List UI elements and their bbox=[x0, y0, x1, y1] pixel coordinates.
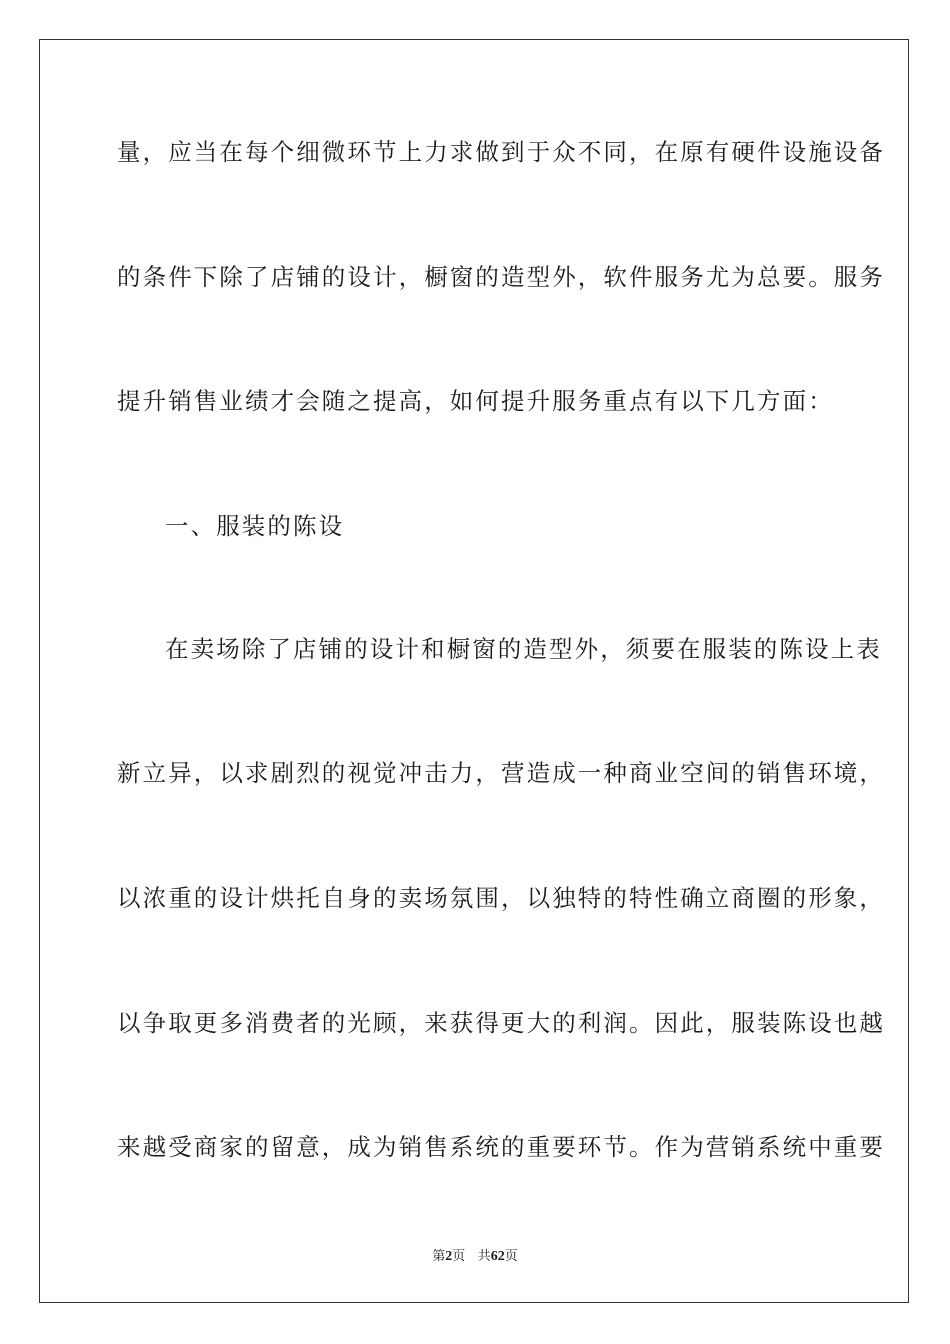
body-text-line: 在卖场除了店铺的设计和橱窗的造型外，须要在服装的陈设上表 bbox=[165, 635, 882, 663]
body-text-line: 的条件下除了店铺的设计，橱窗的造型外，软件服务尤为总要。服务 bbox=[117, 263, 885, 291]
body-text-line: 量，应当在每个细微环节上力求做到于众不同，在原有硬件设施设备 bbox=[117, 138, 885, 166]
total-label-prefix: 共 bbox=[477, 1249, 491, 1264]
body-text-line: 以争取更多消费者的光顾，来获得更大的利润。因此，服装陈设也越 bbox=[117, 1009, 885, 1037]
page-border bbox=[39, 39, 909, 1303]
page-label-prefix: 第 bbox=[432, 1249, 446, 1264]
page-number: 2 bbox=[445, 1249, 453, 1264]
total-pages: 62 bbox=[490, 1249, 505, 1264]
total-label-suffix: 页 bbox=[504, 1249, 518, 1264]
body-text-line: 来越受商家的留意，成为销售系统的重要环节。作为营销系统中重要 bbox=[117, 1133, 885, 1161]
body-text-line: 以浓重的设计烘托自身的卖场氛围，以独特的特性确立商圈的形象， bbox=[117, 884, 885, 912]
body-text-line: 新立异，以求剧烈的视觉冲击力，营造成一种商业空间的销售环境， bbox=[117, 759, 885, 787]
page-footer bbox=[0, 1248, 950, 1266]
page-label-suffix: 页 bbox=[452, 1249, 466, 1264]
section-heading: 一、服装的陈设 bbox=[165, 512, 345, 540]
body-text-line: 提升销售业绩才会随之提高，如何提升服务重点有以下几方面： bbox=[117, 387, 834, 415]
